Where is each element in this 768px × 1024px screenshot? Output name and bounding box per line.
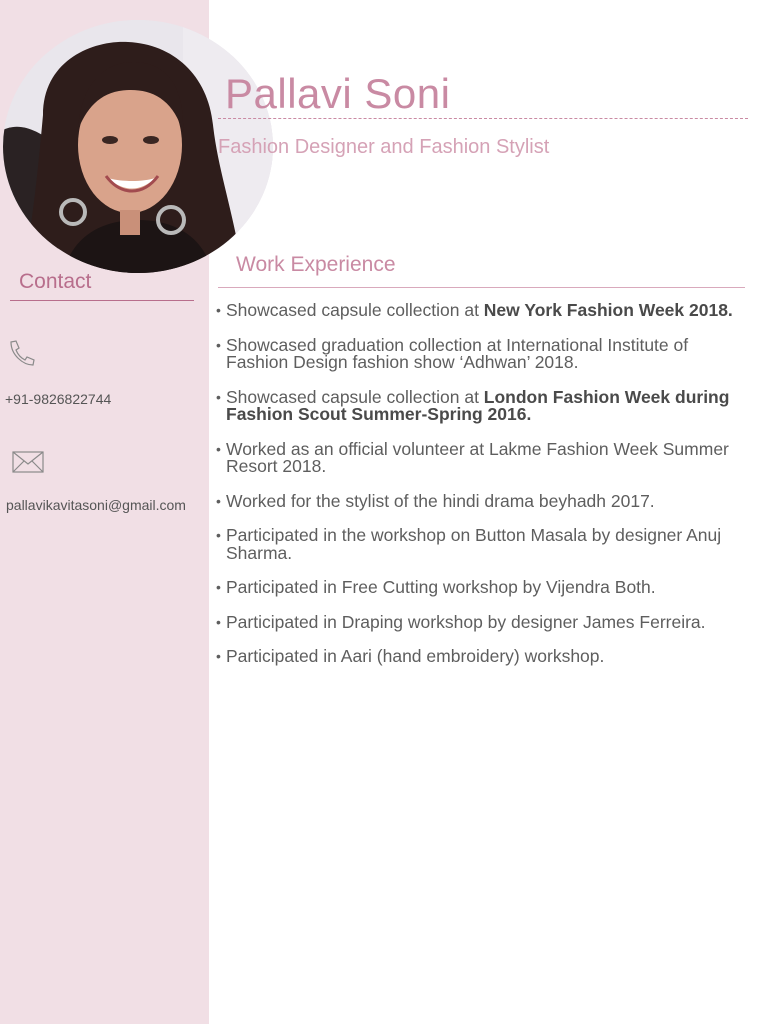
contact-heading: Contact [19,270,92,293]
person-name: Pallavi Soni [225,70,451,117]
work-divider [218,287,745,288]
phone-number[interactable]: +91-9826822744 [5,391,112,407]
list-item: • Participated in the workshop on Button Masala by designer Anuj Sharma. [216,527,736,562]
list-item: • Showcased graduation collection at International Institute of Fashion Design fashion show ‘Adhwan’ 2018. [216,337,736,372]
list-item: • Worked as an official volunteer at Lakme Fashion Week Summer Resort 2018. [216,441,736,476]
email-address[interactable]: pallavikavitasoni@gmail.com [6,497,186,513]
list-item: • Showcased capsule collection at New York Fashion Week 2018. [216,302,736,320]
list-item: • Participated in Free Cutting workshop by Vijendra Both. [216,579,736,597]
phone-icon [7,338,37,368]
work-experience-heading: Work Experience [236,253,396,276]
mail-icon [12,451,44,473]
list-item: • Showcased capsule collection at London Fashion Week during Fashion Scout Summer-Spring 2016. [216,389,736,424]
job-title: Fashion Designer and Fashion Stylist [218,136,550,158]
name-divider [218,118,748,119]
list-item: • Participated in Aari (hand embroidery) workshop. [216,648,736,666]
list-item: • Participated in Draping workshop by designer James Ferreira. [216,614,736,632]
contact-divider [10,300,194,301]
list-item: • Worked for the stylist of the hindi drama beyhadh 2017. [216,493,736,511]
work-experience-list [216,302,736,683]
